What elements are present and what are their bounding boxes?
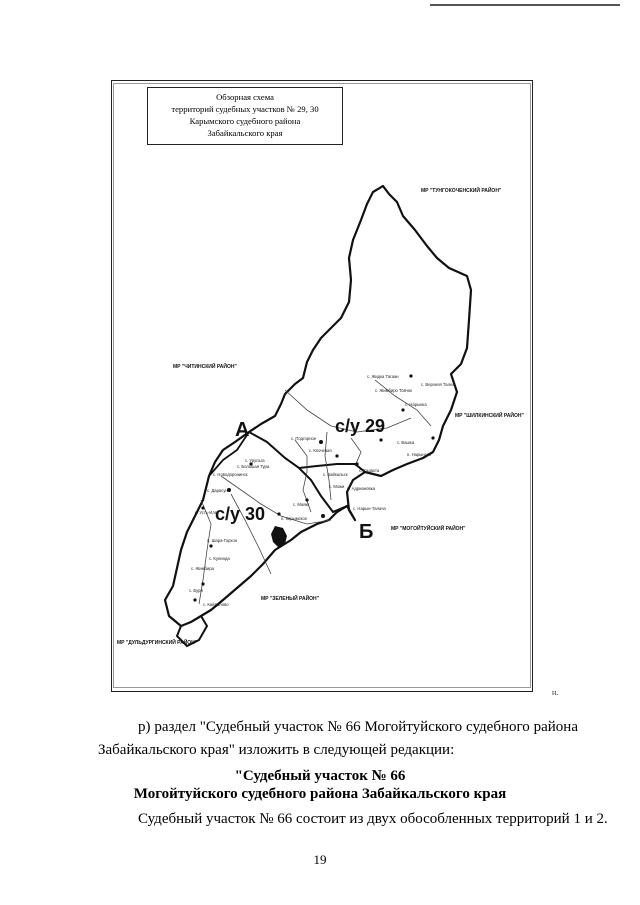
margin-note: н. <box>552 688 559 697</box>
region-label-southwest: МР "ДУЛЬДУРГИНСКИЙ РАЙОН" <box>117 640 198 646</box>
settlement-dot <box>193 598 196 601</box>
paragraph-1a: р) раздел "Судебный участок № 66 Могойтуйского судебного района <box>138 719 578 735</box>
settlement-label: с. Нарын-Талача <box>353 506 386 511</box>
settlement-label: с. Новодоронинск <box>213 472 248 477</box>
page-number: 19 <box>313 852 327 867</box>
settlement-dot <box>401 408 404 411</box>
settlement-dot <box>409 374 412 377</box>
point-a-label: А <box>235 419 250 441</box>
settlement-dot <box>335 454 338 457</box>
settlement-label: с. Бури <box>189 588 203 593</box>
plot-30-label: с/у 30 <box>215 504 266 524</box>
settlement-label: с. Маякк <box>293 502 310 507</box>
settlement-dot <box>355 462 358 465</box>
settlement-label: п. Карымское <box>281 516 308 521</box>
settlement-label: с. Верхняя Талеа <box>421 382 455 387</box>
district-map <box>111 80 533 692</box>
region-label-north: МР "ТУНГОКОЧЕНСКИЙ РАЙОН" <box>421 188 502 194</box>
point-b-label: Б <box>359 521 374 543</box>
legend-line-3: Карымского судебного района <box>189 116 301 126</box>
settlement-label: с. Кайдалово <box>203 602 229 607</box>
settlement-label: с. Большая Тура <box>237 464 270 469</box>
section-heading-line-1: "Судебный участок № 66 <box>234 768 406 784</box>
settlement-label: с. Усть-Иля <box>195 510 218 515</box>
settlement-label: с. Дарасун <box>207 488 228 493</box>
region-label-south: МР "ЗЕЛЕНЫЙ РАЙОН" <box>261 596 320 602</box>
settlement-label: с. Вашка <box>397 440 415 445</box>
settlement-label: с. Подгорное <box>291 436 317 441</box>
legend-line-4: Забайкальского края <box>207 128 283 138</box>
region-label-southeast: МР "МОГОЙТУЙСКИЙ РАЙОН" <box>391 526 466 532</box>
legend-line-2: территорий судебных участков № 29, 30 <box>171 104 319 114</box>
settlement-label: п. Нарынско <box>407 452 431 457</box>
roads <box>199 380 431 604</box>
settlement-dot <box>201 582 204 585</box>
settlement-label: с. Жимбиро Товчок <box>375 388 412 393</box>
region-label-west: МР "ЧИТИНСКИЙ РАЙОН" <box>173 364 237 370</box>
settlement-label: с. Можи <box>329 484 345 489</box>
paragraph-1b: Забайкальского края" изложить в следующей редакции: <box>98 742 455 758</box>
settlement-dot <box>431 436 434 439</box>
settlement-label: п. Адриановка <box>347 486 375 491</box>
settlement-label: с. Жидка Тагаан <box>367 374 399 379</box>
settlement-dot <box>319 440 323 444</box>
settlement-label: с. Кулинда <box>209 556 230 561</box>
settlement-dot <box>209 544 212 547</box>
section-heading-line-2: Могойтуйского судебного района Забайкальского края <box>133 786 507 802</box>
top-rule <box>430 4 620 6</box>
paragraph-2: Судебный участок № 66 состоит из двух обособленных территорий 1 и 2. <box>138 811 608 827</box>
plot-29-label: с/у 29 <box>335 416 386 436</box>
settlement-label: с. Байкальск <box>323 472 348 477</box>
settlement-markers <box>193 374 434 601</box>
settlement-dot <box>321 514 325 518</box>
settlement-dot <box>379 438 382 441</box>
settlement-label: с. Кадахта <box>359 468 380 473</box>
settlement-label: с. Нарынка <box>405 402 427 407</box>
legend-line-1: Обзорная схема <box>216 92 274 102</box>
settlement-label: с. Кпочевая <box>309 448 332 453</box>
road-8 <box>351 438 361 466</box>
settlement-label: с. Жимбира <box>191 566 214 571</box>
settlement-label: с. Урульга <box>245 458 265 463</box>
region-label-east: МР "ШИЛКИНСКИЙ РАЙОН" <box>455 413 524 419</box>
settlement-label: п. Шара-Горхон <box>207 538 238 543</box>
